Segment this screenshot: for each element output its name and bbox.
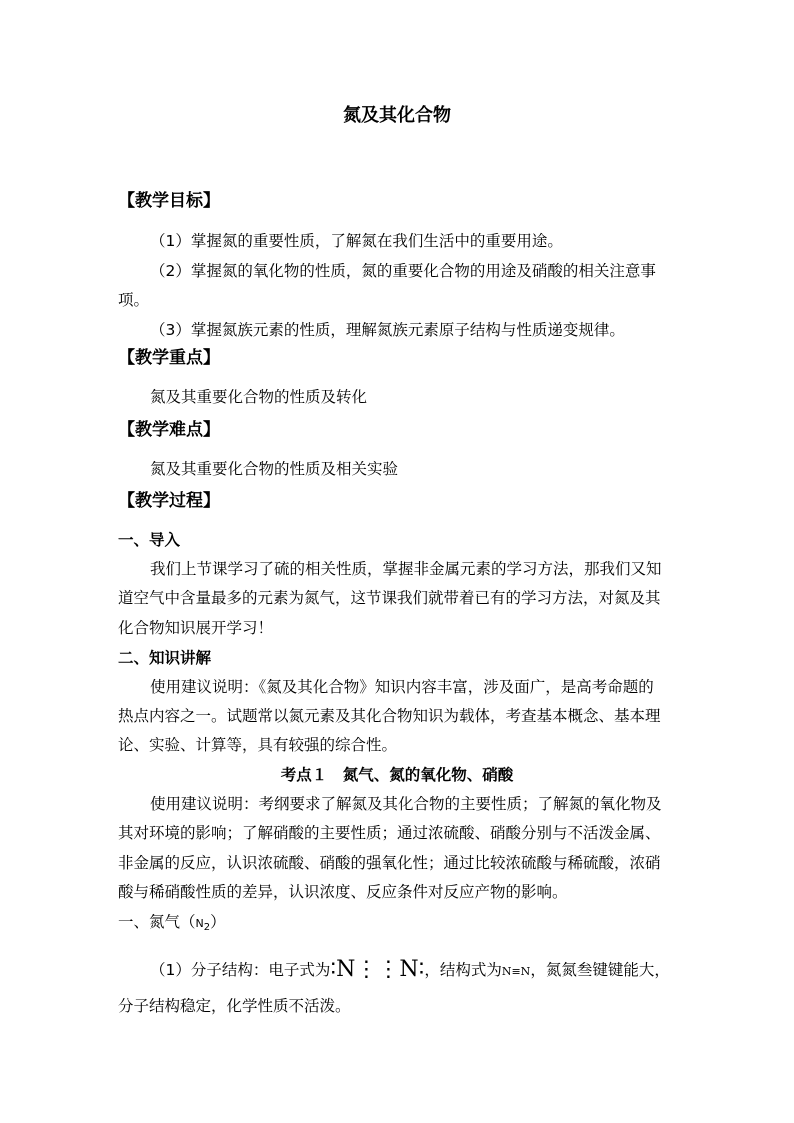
explanation-line-2: 热点内容之一。试题常以氮元素及其化合物知识为载体，考查基本概念、基本理 xyxy=(118,707,661,725)
heading-process: 【教学过程】 xyxy=(118,491,220,511)
lewis-structure-formula: ∶N⋮⋮N∶ xyxy=(330,957,425,982)
key-points-text: 氮及其重要化合物的性质及转化 xyxy=(150,388,368,406)
objective-2-line-1: （2）掌握氮的氧化物的性质，氮的重要化合物的用途及硝酸的相关注意事 xyxy=(150,262,656,280)
key-point-1-line-3: 非金属的反应，认识浓硫酸、硝酸的强氧化性；通过比较浓硫酸与稀硫酸，浓硝 xyxy=(118,854,661,872)
section-intro-title: 一、导入 xyxy=(118,531,181,549)
heading-objectives: 【教学目标】 xyxy=(118,191,220,211)
intro-line-1: 我们上节课学习了硫的相关性质，掌握非金属元素的学习方法，那我们又知 xyxy=(150,560,662,578)
key-point-1-line-4: 酸与稀硝酸性质的差异，认识浓度、反应条件对反应产物的影响。 xyxy=(118,883,568,901)
difficulties-text: 氮及其重要化合物的性质及相关实验 xyxy=(150,460,399,478)
objective-3: （3）掌握氮族元素的性质，理解氮族元素原子结构与性质递变规律。 xyxy=(150,321,625,339)
molecular-structure-line xyxy=(150,959,670,982)
structural-formula: N≡N xyxy=(501,965,531,978)
document-title: 氮及其化合物 xyxy=(343,105,451,126)
molecular-structure-prefix: （1）分子结构：电子式为 xyxy=(150,961,331,979)
key-point-1-line-1: 使用建议说明：考纲要求了解氮及其化合物的主要性质；了解氮的氧化物及 xyxy=(150,795,662,813)
n2-subscript: 2 xyxy=(203,922,211,933)
molecular-structure-suffix: ，氮氮叁键键能大， xyxy=(530,961,670,979)
explanation-line-1: 使用建议说明：《氮及其化合物》知识内容丰富，涉及面广，是高考命题的 xyxy=(150,678,654,696)
molecular-structure-line-2: 分子结构稳定，化学性质不活泼。 xyxy=(118,997,351,1015)
nitrogen-heading-close: ） xyxy=(210,913,226,931)
objective-2-line-2: 项。 xyxy=(118,291,150,309)
section-knowledge-title: 二、知识讲解 xyxy=(118,649,212,667)
key-point-1-line-2: 其对环境的影响；了解硝酸的主要性质；通过浓硫酸、硝酸分别与不活泼金属、 xyxy=(118,824,661,842)
molecular-structure-mid: ，结构式为 xyxy=(424,961,502,979)
key-point-1-title: 考点１ 氮气、氮的氧化物、硝酸 xyxy=(280,766,514,784)
intro-line-2: 道空气中含量最多的元素为氮气，这节课我们就带着已有的学习方法，对氮及其 xyxy=(118,589,661,607)
nitrogen-heading xyxy=(118,912,226,938)
n2-symbol: N xyxy=(195,917,204,930)
intro-line-3: 化合物知识展开学习！ xyxy=(118,619,274,637)
nitrogen-heading-text: 一、氮气（ xyxy=(118,913,196,931)
objective-1: （1）掌握氮的重要性质，了解氮在我们生活中的重要用途。 xyxy=(150,232,563,250)
explanation-line-3: 论、实验、计算等，具有较强的综合性。 xyxy=(118,736,398,754)
heading-key-points: 【教学重点】 xyxy=(118,348,220,368)
heading-difficulties: 【教学难点】 xyxy=(118,420,220,440)
